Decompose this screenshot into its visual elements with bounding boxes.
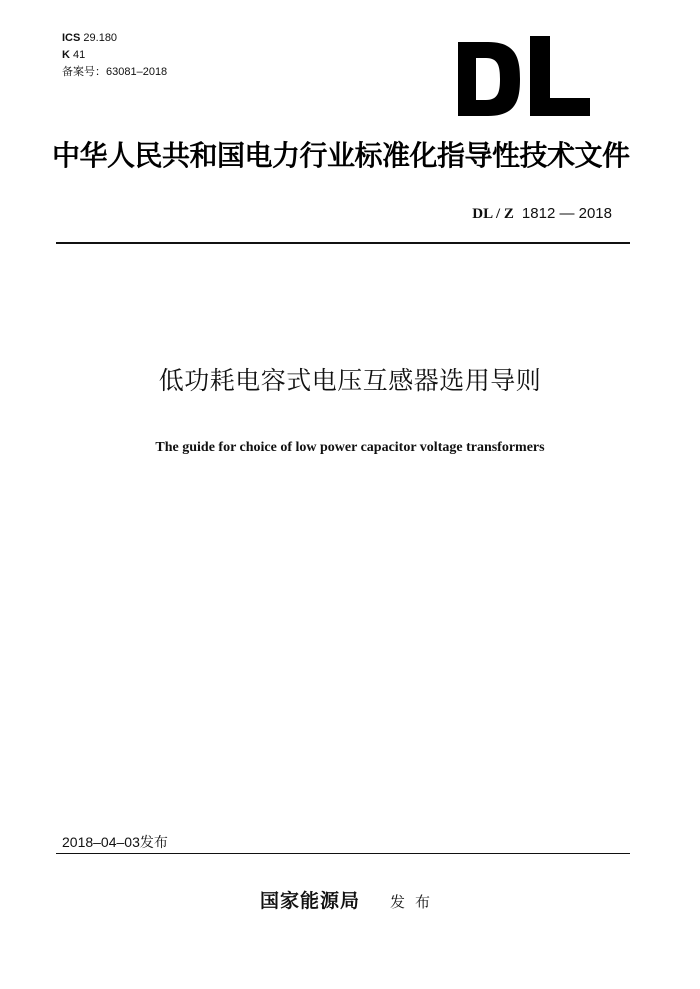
standard-number — [472, 204, 612, 223]
dl-logo-letter-d — [458, 42, 520, 116]
publish-action: 发布 — [390, 893, 441, 911]
standard-code: DL / Z — [472, 206, 514, 222]
record-number: 备案号：63081–2018 — [62, 66, 168, 78]
top-divider — [56, 242, 630, 244]
class-label: K — [62, 49, 70, 61]
class-code — [62, 47, 167, 64]
publisher — [0, 886, 700, 913]
standard-year: 1812 — 2018 — [521, 205, 612, 222]
ics-code — [62, 30, 167, 47]
ics-label: ICS — [62, 32, 81, 44]
class-value: 41 — [73, 49, 86, 61]
bottom-divider — [56, 853, 630, 854]
classification-block — [62, 30, 167, 81]
issue-date: 2018–04–03发布 — [62, 834, 168, 850]
publisher-name: 国家能源局 — [259, 890, 360, 912]
dl-logo-letter-l — [530, 36, 590, 116]
document-title-english: The guide for choice of low power capacitor voltage transformers — [155, 440, 545, 455]
industry-standard-title: 中华人民共和国电力行业标准化指导性技术文件 — [52, 139, 630, 172]
ics-value: 29.180 — [83, 32, 118, 44]
dl-logo — [458, 36, 590, 116]
document-title-chinese: 低功耗电容式电压互感器选用导则 — [158, 366, 542, 395]
